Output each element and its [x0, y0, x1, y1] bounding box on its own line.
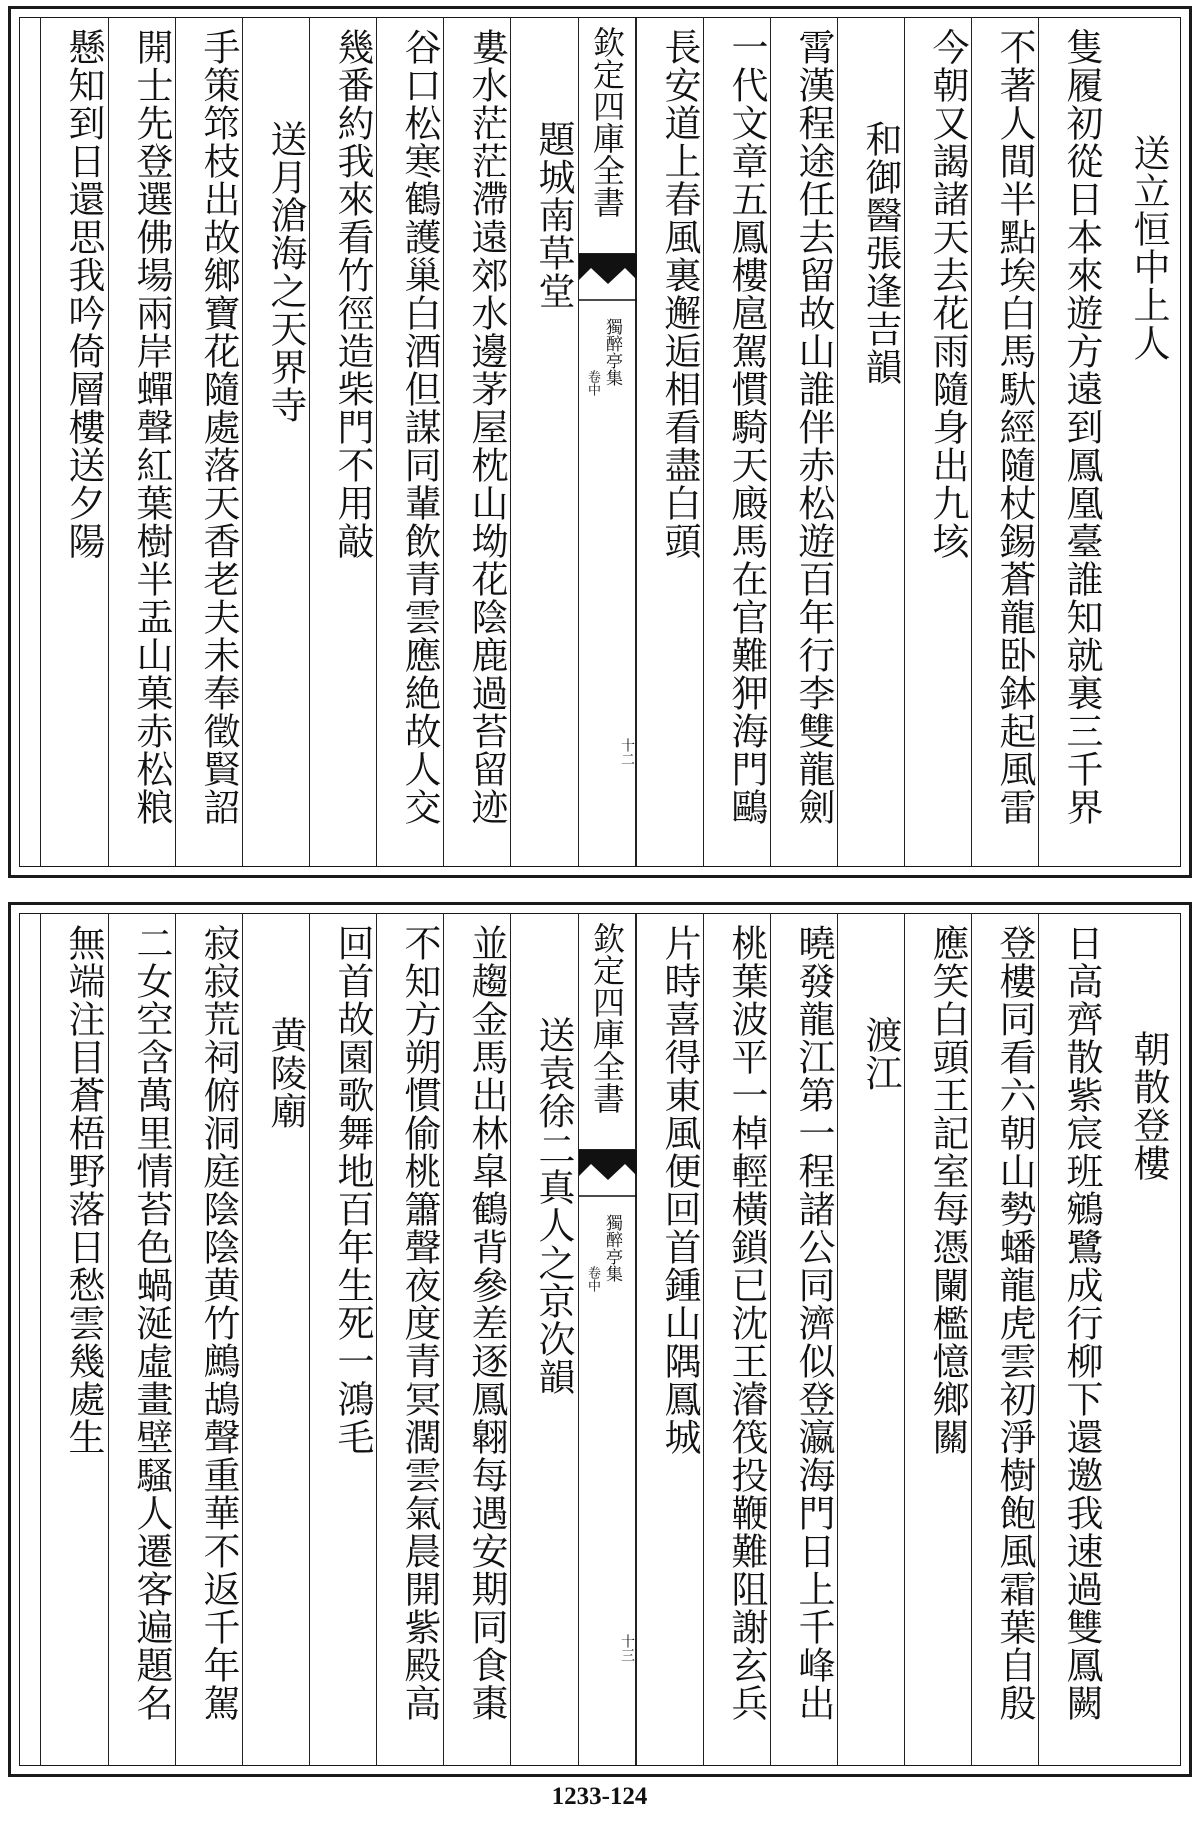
bottom-left-column-8 — [40, 914, 106, 1765]
bottom-left-column-1 — [510, 914, 576, 1765]
top-left-column-6 — [175, 18, 241, 866]
top-left-column-4 — [309, 18, 375, 866]
top-page-inner — [19, 17, 1181, 867]
book-title: 欽定四庫全書 — [579, 18, 635, 254]
poem-line: 登樓同看六朝山勢蟠龍虎雲初淨樹飽風霜葉自殷 — [993, 924, 1036, 1722]
poem-line: 二女空含萬里情苔色蝸涎虛畫壁騷人遷客遍題名 — [130, 924, 173, 1722]
poem-line: 隻履初從日本來遊方遠到鳳凰臺誰知就裏三千界 — [1060, 28, 1103, 826]
poem-line: 不知方朔慣偷桃簫聲夜度青冥濶雲氣晨開紫殿高 — [398, 924, 441, 1722]
poem-line: 今朝又謁諸天去花雨隨身出九垓 — [926, 28, 969, 560]
poem-title: 題城南草堂 — [532, 120, 575, 310]
bottom-right-column-4 — [904, 914, 970, 1765]
poem-line: 回首故園歌舞地百年生死一鴻毛 — [331, 924, 374, 1456]
top-right-column-4 — [904, 18, 970, 866]
poem-line: 無端注目蒼梧野落日愁雲幾處生 — [62, 924, 105, 1456]
top-left-column-2 — [443, 18, 509, 866]
bottom-right-column-1 — [1105, 914, 1171, 1765]
top-page-frame — [8, 6, 1192, 878]
fishtail-mark-icon — [579, 1150, 637, 1202]
poem-line: 片時喜得東風便回首鍾山隅鳳城 — [658, 924, 701, 1456]
poem-title: 送月滄海之天界寺 — [264, 120, 307, 424]
top-left-column-1 — [510, 18, 576, 866]
top-left-column-7 — [108, 18, 174, 866]
bottom-left-column-4 — [309, 914, 375, 1765]
top-right-column-2 — [1038, 18, 1104, 866]
poem-line: 寂寂荒祠俯洞庭陰陰黄竹鷓鴣聲重華不返千年駕 — [197, 924, 240, 1722]
poem-line: 日高齊散紫宸班鵷鷺成行柳下還邀我速過雙鳳闕 — [1060, 924, 1103, 1722]
folio-number: 十三 — [619, 1634, 635, 1662]
poem-line: 霄漢程途任去留故山誰伴赤松遊百年行李雙龍劍 — [792, 28, 835, 826]
bottom-left-column-6 — [175, 914, 241, 1765]
bottom-right-column-8 — [636, 914, 702, 1765]
bottom-page-inner — [19, 913, 1181, 1766]
bottom-center-margin — [578, 914, 636, 1765]
bottom-left-column-7 — [108, 914, 174, 1765]
poem-title: 黄陵廟 — [264, 1016, 307, 1130]
poem-line: 幾番約我來看竹徑造柴門不用敲 — [331, 28, 374, 560]
bottom-right-column-6 — [770, 914, 836, 1765]
bottom-left-column-3 — [376, 914, 442, 1765]
top-right-column-1 — [1105, 18, 1171, 866]
poem-title: 朝散登樓 — [1127, 1030, 1170, 1182]
poem-line: 應笑白頭王記室每憑闌檻憶鄉關 — [926, 924, 969, 1456]
top-right-column-5 — [837, 18, 903, 866]
page-reference: 1233-124 — [551, 1783, 648, 1810]
top-right-column-8 — [636, 18, 702, 866]
poem-title: 送袁徐二真人之京次韻 — [532, 1016, 575, 1396]
volume-label: 卷中 — [585, 1266, 600, 1292]
poem-line: 婁水茫茫滯遠郊水邊茅屋枕山坳花陰鹿過苔留迹 — [465, 28, 508, 826]
poem-line: 谷口松寒鶴護巢白酒但謀同輩飲青雲應絶故人交 — [398, 28, 441, 826]
bottom-right-column-3 — [971, 914, 1037, 1765]
top-right-column-7 — [703, 18, 769, 866]
bottom-right-column-5 — [837, 914, 903, 1765]
poem-line: 不著人間半點埃白馬馱經隨杖錫蒼龍卧鉢起風雷 — [993, 28, 1036, 826]
bottom-left-column-5 — [242, 914, 308, 1765]
poem-line: 並趨金馬出林皐鶴背參差逐鳳翺每遇安期同食棗 — [465, 924, 508, 1722]
poem-title: 渡江 — [859, 1016, 902, 1092]
poem-line: 開士先登選佛場兩岸蟬聲紅葉樹半盂山菓赤松粮 — [130, 28, 173, 826]
poem-line: 懸知到日還思我吟倚層樓送夕陽 — [62, 28, 105, 560]
bottom-right-column-7 — [703, 914, 769, 1765]
top-center-margin — [578, 18, 636, 866]
top-left-column-3 — [376, 18, 442, 866]
bottom-page-frame — [8, 902, 1192, 1777]
top-left-column-5 — [242, 18, 308, 866]
poem-line: 手策筇枝出故鄉寶花隨處落天香老夫未奉徵賢詔 — [197, 28, 240, 826]
volume-label: 卷中 — [585, 370, 600, 396]
poem-line: 一代文章五鳳樓扈駕慣騎天廄馬在官難狎海門鷗 — [725, 28, 768, 826]
bottom-right-column-2 — [1038, 914, 1104, 1765]
collection-title: 獨醉亭集 — [602, 1214, 622, 1282]
poem-line: 桃葉波平一棹輕橫鎖已沈王濬筏投鞭難阻謝玄兵 — [725, 924, 768, 1722]
book-title: 欽定四庫全書 — [579, 914, 635, 1150]
poem-line: 長安道上春風裏邂逅相看盡白頭 — [658, 28, 701, 560]
top-left-column-8 — [40, 18, 106, 866]
top-right-column-3 — [971, 18, 1037, 866]
fishtail-mark-icon — [579, 254, 637, 306]
poem-title: 送立恒中上人 — [1127, 134, 1170, 362]
collection-title: 獨醉亭集 — [602, 318, 622, 386]
poem-title: 和御醫張逢吉韻 — [859, 120, 902, 386]
folio-number: 十二 — [619, 738, 635, 766]
poem-line: 曉發龍江第一程諸公同濟似登瀛海門日上千峰出 — [792, 924, 835, 1722]
top-right-column-6 — [770, 18, 836, 866]
bottom-left-column-2 — [443, 914, 509, 1765]
